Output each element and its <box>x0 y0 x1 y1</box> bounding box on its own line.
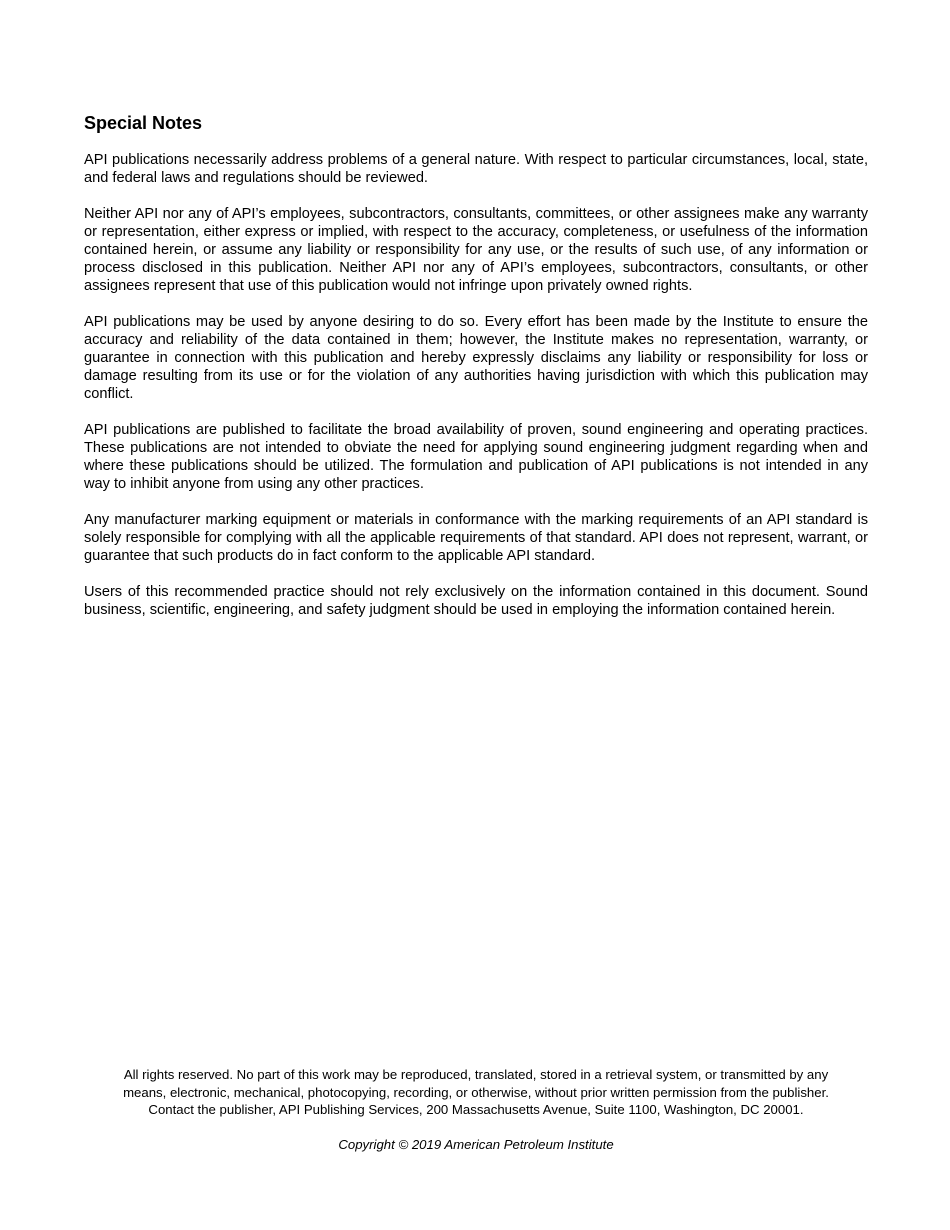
paragraph-no-warranty: Neither API nor any of API’s employees, subcontractors, consultants, committees, or other assignees make any warranty or representation, either express or implied, with respect to the accuracy, completeness, or usefulness of the information contained herein, or assume any liability or responsibility for any use, or the results of such use, of any information or process disclosed in this publication. Neither API nor any of API’s employees, subcontractors, consultants, or other assignees represent that use of this publication would not infringe upon privately owned rights. <box>84 206 868 294</box>
rights-line: All rights reserved. No part of this work may be reproduced, translated, stored in a retrieval system, or transmitted by any <box>123 1067 829 1082</box>
paragraph-users-judgment: Users of this recommended practice should not rely exclusively on the information contained in this document. Sound business, scientific, engineering, and safety judgment should be used in employing the information contained herein. <box>84 584 868 618</box>
rights-line: means, electronic, mechanical, photocopying, recording, or otherwise, without prior written permission from the publisher. <box>123 1084 829 1100</box>
page-title: Special Notes <box>84 113 203 133</box>
rights-notice <box>84 1066 868 1119</box>
paragraph-use-by-anyone: API publications may be used by anyone desiring to do so. Every effort has been made by the Institute to ensure the accuracy and reliability of the data contained in them; however, the Institute makes no representation, warranty, or guarantee in connection with this publication and hereby expressly disclaims any liability or responsibility for loss or damage resulting from its use or for the violation of any authorities having jurisdiction with which this publication may conflict. <box>84 314 868 402</box>
footer <box>84 1066 868 1153</box>
paragraph-broad-availability: API publications are published to facilitate the broad availability of proven, sound engineering and operating practices. These publications are not intended to obviate the need for applying sound engineering judgment regarding when and where these publications should be utilized. The formulation and publication of API publications is not intended in any way to inhibit anyone from using any other practices. <box>84 422 868 492</box>
paragraph-general-nature: API publications necessarily address problems of a general nature. With respect to particular circumstances, local, state, and federal laws and regulations should be reviewed. <box>84 152 868 186</box>
copyright-notice: Copyright © 2019 American Petroleum Institute <box>338 1136 614 1152</box>
paragraph-manufacturer-marking: Any manufacturer marking equipment or materials in conformance with the marking requirements of an API standard is solely responsible for complying with all the applicable requirements of that standard. API does not represent, warrant, or guarantee that such products do in fact conform to the applicable API standard. <box>84 512 868 564</box>
rights-line: Contact the publisher, API Publishing Services, 200 Massachusetts Avenue, Suite 1100, Washington, DC 20001. <box>148 1102 804 1117</box>
special-notes-body <box>84 151 868 637</box>
